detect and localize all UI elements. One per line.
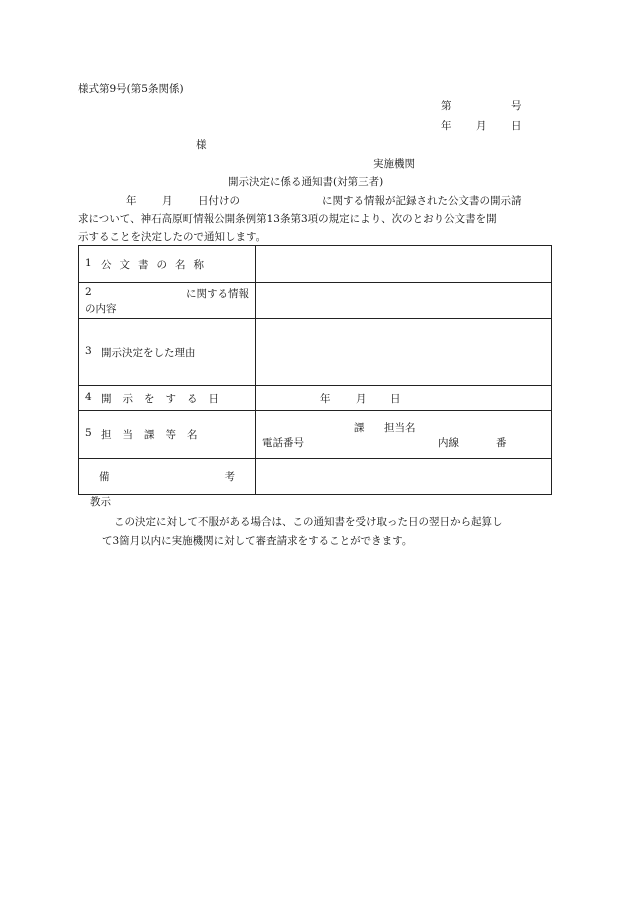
document-title: 開示決定に係る通知書(対第三者) bbox=[228, 176, 384, 188]
extension-label: 内線 bbox=[438, 436, 459, 449]
body-line3: 示することを決定したので通知します。 bbox=[78, 231, 267, 243]
body-line1-rest: に関する情報が記録された公文書の開示請 bbox=[322, 195, 522, 207]
phone-label: 電話番号 bbox=[262, 436, 304, 449]
disclosure-year: 年 bbox=[320, 392, 331, 405]
person-in-charge-label: 担当名 bbox=[384, 421, 416, 434]
value-remarks[interactable] bbox=[256, 459, 552, 495]
label-document-name bbox=[79, 246, 256, 283]
notice-line1: この決定に対して不服がある場合は、この通知書を受け取った日の翌日から起算し bbox=[114, 516, 503, 528]
disclosure-day: 日 bbox=[390, 392, 401, 405]
form-number: 様式第9号(第5条関係) bbox=[78, 83, 184, 95]
doc-number-suffix: 号 bbox=[511, 100, 522, 112]
date-day: 日 bbox=[511, 120, 522, 132]
value-info-content[interactable] bbox=[256, 283, 552, 319]
label-text-b: の内容 bbox=[85, 302, 117, 315]
label-text: 開示をする日 bbox=[101, 392, 230, 405]
label-department bbox=[79, 411, 256, 459]
remarks-char-b: 考 bbox=[224, 471, 235, 483]
notice-line2: て3箇月以内に実施機関に対して審査請求をすることができます。 bbox=[102, 535, 413, 547]
row-disclosure-date bbox=[79, 386, 552, 411]
date-month: 月 bbox=[476, 120, 487, 132]
label-reason bbox=[79, 319, 256, 386]
row-number: 2 bbox=[85, 285, 92, 298]
issuer-label: 実施機関 bbox=[373, 158, 415, 170]
label-remarks bbox=[79, 459, 256, 495]
row-number: 5 bbox=[85, 427, 92, 439]
label-disclosure-date bbox=[79, 386, 256, 411]
label-text-a: に関する情報 bbox=[186, 287, 249, 300]
doc-number-prefix: 第 bbox=[441, 100, 452, 112]
label-info-content bbox=[79, 283, 256, 319]
date-year: 年 bbox=[441, 120, 452, 132]
row-number: 1 bbox=[85, 256, 92, 269]
body-year: 年 bbox=[126, 195, 137, 207]
body-month: 月 bbox=[162, 195, 173, 207]
row-department bbox=[79, 411, 552, 459]
notice-form-table bbox=[78, 245, 552, 495]
row-number: 3 bbox=[85, 344, 92, 357]
value-document-name[interactable] bbox=[256, 246, 552, 283]
remarks-char-a: 備 bbox=[99, 471, 110, 483]
label-text: 担当課等名 bbox=[101, 429, 209, 441]
body-line2: 求について、神石高原町情報公開条例第13条第3項の規定により、次のとおり公文書を開 bbox=[78, 213, 497, 225]
value-reason[interactable] bbox=[256, 319, 552, 386]
label-text: 開示決定をした理由 bbox=[101, 346, 196, 359]
section-suffix: 課 bbox=[354, 421, 365, 434]
notice-heading: 教示 bbox=[90, 496, 111, 508]
row-info-content bbox=[79, 283, 552, 319]
row-document-name bbox=[79, 246, 552, 283]
body-date-suffix: 日付けの bbox=[198, 195, 240, 207]
disclosure-month: 月 bbox=[356, 392, 367, 405]
value-disclosure-date[interactable] bbox=[256, 386, 552, 411]
row-reason bbox=[79, 319, 552, 386]
row-number: 4 bbox=[85, 390, 92, 403]
value-department[interactable] bbox=[256, 411, 552, 459]
extension-suffix: 番 bbox=[496, 436, 507, 449]
addressee-suffix: 様 bbox=[196, 139, 207, 151]
row-remarks bbox=[79, 459, 552, 495]
label-text: 公文書の名称 bbox=[101, 258, 212, 271]
